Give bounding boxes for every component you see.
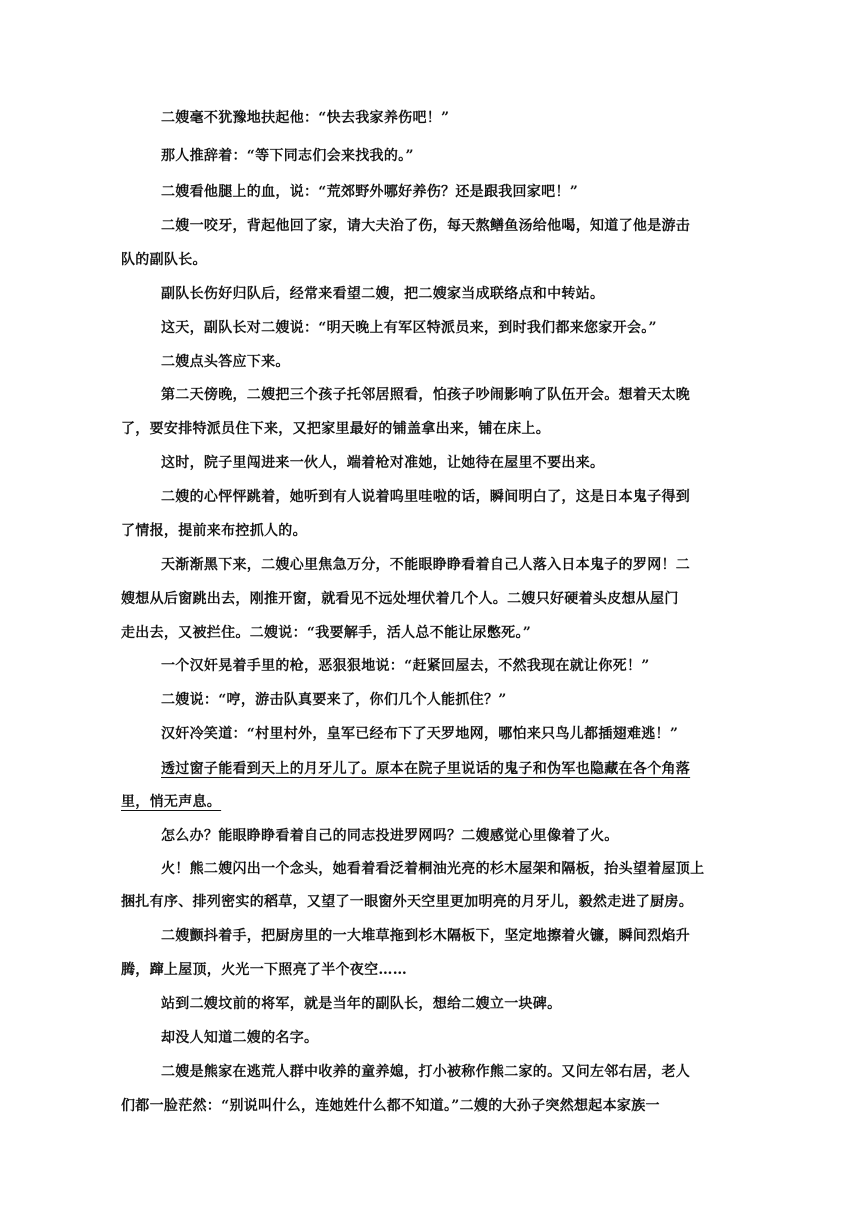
paragraph-line: 了，要安排特派员住下来，又把家里最好的铺盖拿出来，铺在床上。 (121, 421, 550, 437)
paragraph-line: 二嫂一咬牙，背起他回了家，请大夫治了伤，每天熬鳝鱼汤给他喝，知道了他是游击 (161, 218, 691, 234)
paragraph-line: 火！熊二嫂闪出一个念头，她看着看泛着桐油光亮的杉木屋架和隔板，抬头望着屋顶上 (161, 861, 705, 877)
underlined-line: 透过窗子能看到天上的月牙儿了。原本在院子里说话的鬼子和伪军也隐藏在各个角落 (161, 761, 691, 777)
paragraph-line: 腾，蹿上屋顶，火光一下照亮了半个夜空…… (121, 962, 407, 978)
paragraph-line: 二嫂点头答应下来。 (161, 354, 290, 370)
paragraph-line: 天渐渐黑下来，二嫂心里焦急万分，不能眼睁睁看着自己人落入日本鬼子的罗网！二 (161, 557, 691, 573)
paragraph-line: 们都一脸茫然：“别说叫什么，连她姓什么都不知道。”二嫂的大孙子突然想起本家族一 (121, 1098, 660, 1114)
paragraph-line: 捆扎有序、排列密实的稻草，又望了一眼窗外天空里更加明亮的月牙儿，毅然走进了厨房。 (121, 894, 693, 910)
paragraph-line: 了情报，提前来布控抓人的。 (121, 523, 307, 539)
paragraph-line: 二嫂看他腿上的血，说：“荒郊野外哪好养伤？还是跟我回家吧！” (161, 184, 579, 200)
paragraph-line: 汉奸冷笑道：“村里村外，皇军已经布下了天罗地网，哪怕来只鸟儿都插翅难逃！” (161, 726, 679, 742)
paragraph-line: 二嫂毫不犹豫地扶起他：“快去我家养伤吧！” (161, 110, 450, 126)
paragraph-line: 却没人知道二嫂的名字。 (161, 1030, 319, 1046)
paragraph-line: 一个汉奸晃着手里的枪，恶狠狠地说：“赶紧回屋去，不然我现在就让你死！” (161, 658, 650, 674)
paragraph-line: 怎么办？能眼睁睁看着自己的同志投进罗网吗？二嫂感觉心里像着了火。 (161, 828, 619, 844)
paragraph-line: 站到二嫂坟前的将军，就是当年的副队长，想给二嫂立一块碑。 (161, 996, 562, 1012)
paragraph-line: 这天，副队长对二嫂说：“明天晚上有军区特派员来，到时我们都来您家开会。” (161, 320, 657, 336)
paragraph-line: 走出去，又被拦住。二嫂说：“我要解手，活人总不能让尿憋死。” (121, 625, 532, 641)
paragraph-line: 那人推辞着：“等下同志们会来找我的。” (161, 148, 414, 164)
paragraph-line: 副队长伤好归队后，经常来看望二嫂，把二嫂家当成联络点和中转站。 (161, 286, 605, 302)
paragraph-line: 队的副队长。 (121, 252, 207, 268)
paragraph-line: 嫂想从后窗跳出去，刚推开窗，就看见不远处埋伏着几个人。二嫂只好硬着头皮想从屋门 (121, 591, 679, 607)
paragraph-line: 二嫂是熊家在逃荒人群中收养的童养媳，打小被称作熊二家的。又问左邻右居，老人 (161, 1064, 691, 1080)
paragraph-line: 第二天傍晚，二嫂把三个孩子托邻居照看，怕孩子吵闹影响了队伍开会。想着天太晚 (161, 387, 691, 403)
paragraph-line: 这时，院子里闯进来一伙人，端着枪对准她，让她待在屋里不要出来。 (161, 455, 605, 471)
underlined-line: 里，悄无声息。 (121, 794, 222, 810)
paragraph-line: 二嫂颤抖着手，把厨房里的一大堆草拖到杉木隔板下，坚定地擦着火镰，瞬间烈焰升 (161, 928, 691, 944)
paragraph-line: 二嫂的心怦怦跳着，她听到有人说着呜里哇啦的话，瞬间明白了，这是日本鬼子得到 (161, 489, 691, 505)
paragraph-line: 二嫂说：“哼，游击队真要来了，你们几个人能抓住？” (161, 692, 507, 708)
